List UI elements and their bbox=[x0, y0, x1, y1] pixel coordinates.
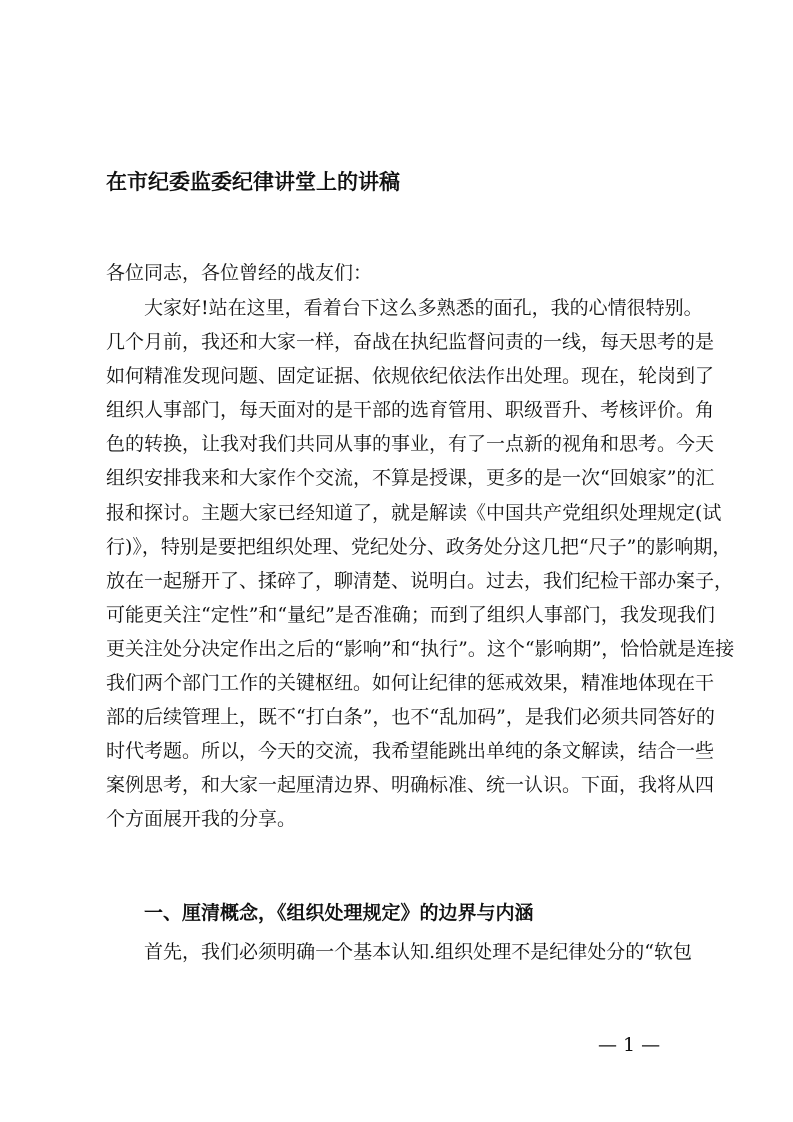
text-line: 行)》，特别是要把组织处理、党纪处分、政务处分这几把“尺子”的影响期， bbox=[106, 535, 732, 558]
text-line: 我们两个部门工作的关键枢纽。如何让纪律的惩戒效果，精准地体现在干 bbox=[106, 672, 715, 695]
text-line: 时代考题。所以，今天的交流，我希望能跳出单纯的条文解读，结合一些 bbox=[106, 740, 715, 763]
salutation: 各位同志，各位曾经的战友们： bbox=[106, 262, 373, 284]
text-line: 几个月前，我还和大家一样，奋战在执纪监督问责的一线，每天思考的是 bbox=[106, 331, 715, 354]
text-line: 色的转换，让我对我们共同从事的事业，有了一点新的视角和思考。今天 bbox=[106, 433, 715, 456]
text-line: 案例思考，和大家一起厘清边界、明确标准、统一认识。下面，我将从四 bbox=[106, 774, 715, 797]
text-line: 放在一起掰开了、揉碎了，聊清楚、说明白。过去，我们纪检干部办案子， bbox=[106, 569, 734, 592]
text-line: 更关注处分决定作出之后的“影响”和“执行”。这个“影响期”，恰恰就是连接 bbox=[106, 637, 735, 660]
text-line: 首先，我们必须明确一个基本认知.组织处理不是纪律处分的“软包 bbox=[144, 941, 692, 963]
text-line: 可能更关注“定性”和“量纪”是否准确；而到了组织人事部门，我发现我们 bbox=[106, 603, 715, 626]
paragraph-section-1 bbox=[106, 935, 692, 969]
section-heading-1: 一、厘清概念，《组织处理规定》的边界与内涵 bbox=[144, 902, 534, 924]
text-line: 部的后续管理上，既不“打白条”，也不“乱加码”，是我们必须共同答好的 bbox=[106, 706, 715, 729]
page-number: — 1 — bbox=[598, 1034, 661, 1056]
text-line: 报和探讨。主题大家已经知道了，就是解读《中国共产党组织处理规定(试 bbox=[106, 501, 722, 524]
text-line: 组织人事部门，每天面对的是干部的选育管用、职级晋升、考核评价。角 bbox=[106, 399, 715, 422]
page-title: 在市纪委监委纪律讲堂上的讲稿 bbox=[106, 170, 400, 194]
text-line: 个方面展开我的分享。 bbox=[106, 808, 297, 831]
paragraph-introduction bbox=[106, 291, 735, 837]
text-line: 组织安排我来和大家作个交流，不算是授课，更多的是一次“回娘家”的汇 bbox=[106, 467, 715, 490]
text-line: 大家好!站在这里，看着台下这么多熟悉的面孔，我的心情很特别。 bbox=[144, 297, 703, 319]
text-line: 如何精准发现问题、固定证据、依规依纪依法作出处理。现在，轮岗到了 bbox=[106, 365, 715, 388]
